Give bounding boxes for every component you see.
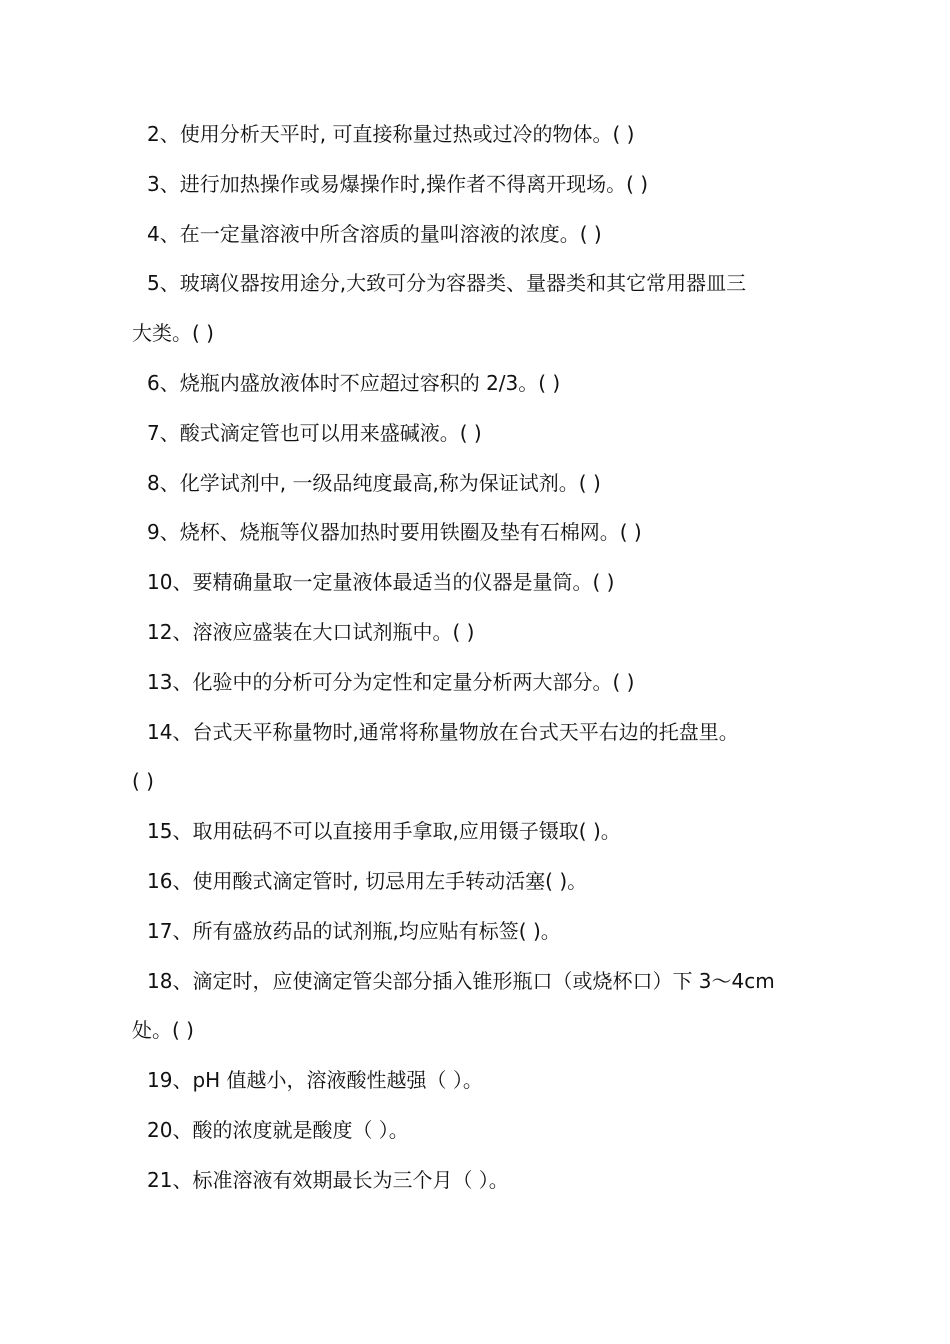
- question-19: 19、pH 值越小，溶液酸性越强（ ）。: [147, 1068, 483, 1093]
- question-14: 14、台式天平称量物时,通常将称量物放在台式天平右边的托盘里。: [147, 719, 739, 744]
- question-14-continuation: ( ): [132, 769, 154, 794]
- question-18: 18、滴定时，应使滴定管尖部分插入锥形瓶口（或烧杯口）下 3～4cm: [147, 968, 775, 993]
- question-list: [132, 110, 822, 1206]
- question-17: 17、所有盛放药品的试剂瓶,均应贴有标签( )。: [147, 918, 561, 943]
- question-9: 9、烧杯、烧瓶等仪器加热时要用铁圈及垫有石棉网。( ): [147, 520, 642, 545]
- question-20: 20、酸的浓度就是酸度（ ）。: [147, 1117, 409, 1142]
- question-3: 3、进行加热操作或易爆操作时,操作者不得离开现场。( ): [147, 171, 649, 196]
- question-13: 13、化验中的分析可分为定性和定量分析两大部分。( ): [147, 669, 635, 694]
- question-10: 10、要精确量取一定量液体最适当的仪器是量筒。( ): [147, 570, 615, 595]
- question-8: 8、化学试剂中, 一级品纯度最高,称为保证试剂。( ): [147, 470, 601, 495]
- question-2: 2、使用分析天平时, 可直接称量过热或过冷的物体。( ): [147, 122, 635, 146]
- question-7: 7、酸式滴定管也可以用来盛碱液。( ): [147, 420, 482, 445]
- question-6: 6、烧瓶内盛放液体时不应超过容积的 2/3。( ): [147, 370, 561, 395]
- question-21: 21、标准溶液有效期最长为三个月（ ）。: [147, 1167, 509, 1192]
- question-16: 16、使用酸式滴定管时, 切忌用左手转动活塞( )。: [147, 868, 588, 893]
- question-15: 15、取用砝码不可以直接用手拿取,应用镊子镊取( )。: [147, 819, 621, 844]
- question-5: 5、玻璃仪器按用途分,大致可分为容器类、量器类和其它常用器皿三: [147, 271, 747, 296]
- question-18-continuation: 处。( ): [132, 1018, 194, 1043]
- question-4: 4、在一定量溶液中所含溶质的量叫溶液的浓度。( ): [147, 221, 602, 246]
- question-12: 12、溶液应盛装在大口试剂瓶中。( ): [147, 619, 475, 644]
- question-5-continuation: 大类。( ): [132, 321, 214, 346]
